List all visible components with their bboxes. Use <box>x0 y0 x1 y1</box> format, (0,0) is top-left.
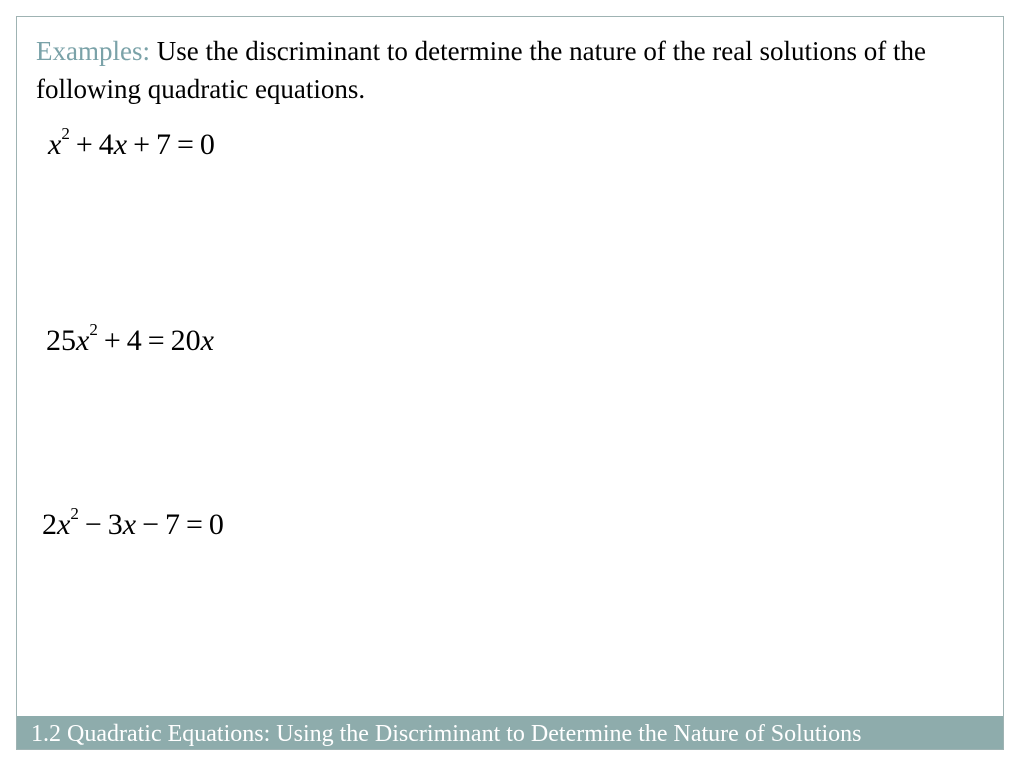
eq2-op: + <box>103 324 121 357</box>
eq1-equals: = <box>177 128 194 161</box>
eq3-coef: 2 <box>42 508 57 541</box>
eq2-coef: 25 <box>46 324 76 357</box>
footer-bar <box>17 716 1003 749</box>
eq2-equals: = <box>147 324 165 357</box>
eq2-exponent: 2 <box>89 320 98 339</box>
footer-title: 1.2 Quadratic Equations: Using the Discriminant to Determine the Nature of Solutions <box>31 721 862 747</box>
eq3-exponent: 2 <box>70 504 79 523</box>
equation-1 <box>48 124 215 162</box>
equation-3 <box>42 504 224 542</box>
eq2-var: x <box>76 324 90 357</box>
eq2-const: 4 <box>126 324 142 357</box>
eq3-op: − <box>84 508 102 541</box>
eq1-var: x <box>113 128 128 161</box>
eq3-equals: = <box>186 508 203 541</box>
eq3-op: − <box>142 508 159 541</box>
eq3-const: 7 <box>165 508 180 541</box>
slide-frame <box>16 16 1004 750</box>
eq3-var: x <box>122 508 137 541</box>
instruction-text <box>36 32 996 108</box>
examples-label: Examples: <box>36 36 150 66</box>
eq3-coef: 3 <box>107 508 123 541</box>
eq1-var: x <box>48 128 62 161</box>
eq1-exponent: 2 <box>61 124 70 143</box>
eq2-coef: 20 <box>170 324 201 357</box>
eq1-op: + <box>133 128 150 161</box>
instruction-body: Use the discriminant to determine the nature of the real solutions of the following quadratic equations. <box>36 36 927 104</box>
equation-2 <box>46 320 214 358</box>
eq3-rhs: 0 <box>208 508 224 541</box>
eq3-var: x <box>57 508 71 541</box>
eq1-const: 7 <box>156 128 171 161</box>
eq1-op: + <box>75 128 93 161</box>
eq1-rhs: 0 <box>199 128 215 161</box>
eq2-var: x <box>200 324 214 357</box>
eq1-coef: 4 <box>98 128 114 161</box>
